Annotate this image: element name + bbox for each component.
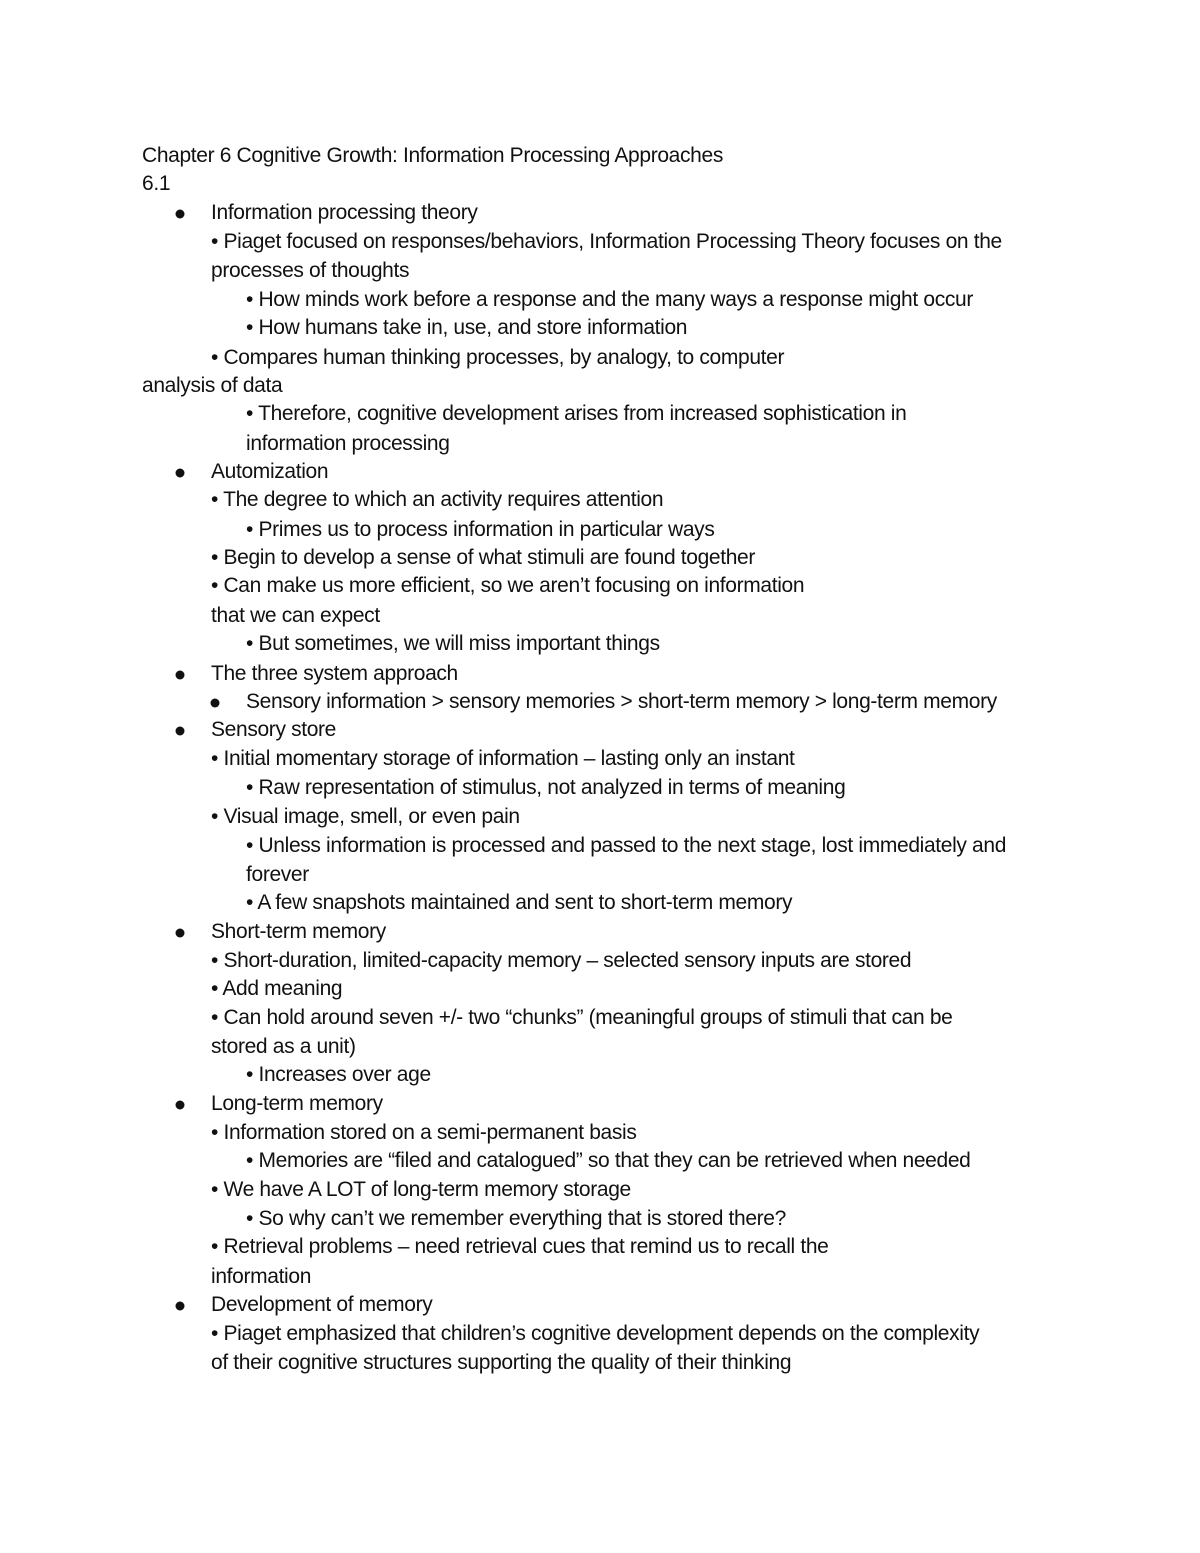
text-line: Long-term memory: [211, 1092, 383, 1115]
text-line: • Piaget emphasized that children’s cognitive development depends on the complexity: [211, 1322, 980, 1345]
bullet-dot-icon: [176, 1101, 185, 1110]
bullet-dot-icon: [176, 727, 185, 736]
text-line: information processing: [246, 432, 450, 455]
text-line: information: [211, 1265, 312, 1288]
text-line: • Initial momentary storage of information – lasting only an instant: [211, 747, 795, 770]
text-line: The three system approach: [211, 662, 458, 685]
text-line: Development of memory: [211, 1293, 433, 1316]
text-line: • How humans take in, use, and store information: [246, 316, 688, 339]
text-line: Information processing theory: [211, 201, 478, 224]
bullet-dot-icon: [176, 671, 185, 680]
text-line: • Can hold around seven +/- two “chunks” (meaningful groups of stimuli that can be: [211, 1006, 953, 1029]
text-line: • But sometimes, we will miss important things: [246, 632, 660, 655]
text-line: • Compares human thinking processes, by analogy, to computer: [211, 346, 785, 369]
text-line: • So why can’t we remember everything that is stored there?: [246, 1207, 786, 1230]
text-line: forever: [246, 863, 309, 886]
text-line: of their cognitive structures supporting the quality of their thinking: [211, 1351, 792, 1374]
text-line: • Raw representation of stimulus, not analyzed in terms of meaning: [246, 776, 846, 799]
text-line: Automization: [211, 460, 329, 483]
text-line: • Primes us to process information in particular ways: [246, 518, 715, 541]
text-line: Sensory information > sensory memories > short-term memory > long-term memory: [246, 690, 997, 713]
bullet-dot-icon: [176, 929, 185, 938]
text-line: • Can make us more efficient, so we aren’t focusing on information: [211, 574, 805, 597]
text-line: • Memories are “filed and catalogued” so that they can be retrieved when needed: [246, 1149, 971, 1172]
text-line: that we can expect: [211, 604, 380, 627]
text-line: • Retrieval problems – need retrieval cues that remind us to recall the: [211, 1235, 829, 1258]
text-line: • Information stored on a semi-permanent basis: [211, 1121, 637, 1144]
bullet-dot-icon: [176, 210, 185, 219]
text-line: • The degree to which an activity requires attention: [211, 488, 664, 511]
text-line: • Begin to develop a sense of what stimuli are found together: [211, 546, 756, 569]
bullet-dot-icon: [211, 699, 220, 708]
text-line: • Therefore, cognitive development arises from increased sophistication in: [246, 402, 907, 425]
text-line: • Increases over age: [246, 1063, 431, 1086]
text-line: • Piaget focused on responses/behaviors, Information Processing Theory focuses on the: [211, 230, 1002, 253]
text-line: • We have A LOT of long-term memory storage: [211, 1178, 631, 1201]
text-line: • Short-duration, limited-capacity memory – selected sensory inputs are stored: [211, 949, 912, 972]
text-line: processes of thoughts: [211, 259, 410, 282]
bullet-dot-icon: [176, 1302, 185, 1311]
text-line: Short-term memory: [211, 920, 386, 943]
text-line: • A few snapshots maintained and sent to short-term memory: [246, 891, 793, 914]
text-line: • Unless information is processed and passed to the next stage, lost immediately and: [246, 834, 1007, 857]
text-line: analysis of data: [142, 374, 283, 397]
text-line: Sensory store: [211, 718, 337, 741]
text-line: • Add meaning: [211, 977, 343, 1000]
text-line: stored as a unit): [211, 1035, 356, 1058]
text-line: • How minds work before a response and the many ways a response might occur: [246, 288, 973, 311]
text-line: 6.1: [142, 172, 171, 195]
document-title: Chapter 6 Cognitive Growth: Information Processing Approaches: [142, 144, 723, 167]
bullet-dot-icon: [176, 469, 185, 478]
text-line: • Visual image, smell, or even pain: [211, 805, 520, 828]
